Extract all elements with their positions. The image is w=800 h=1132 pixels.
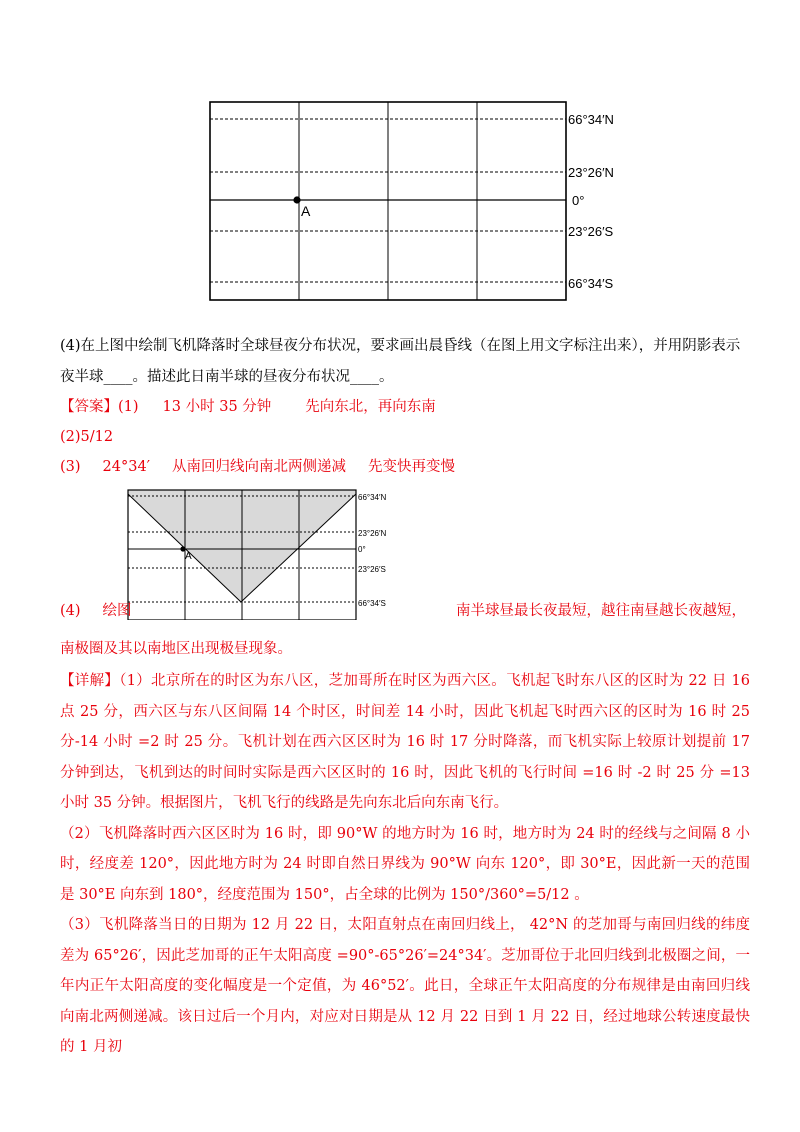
lat-label: 66°34′N	[358, 493, 387, 502]
explanation-tag: 【详解】	[60, 673, 120, 689]
explanation-para-1	[60, 666, 750, 819]
answer-line-4b: 南极圈及其以南地区出现极昼现象。	[60, 641, 292, 657]
explanation-para-2: （2）飞机降落时西六区区时为 16 时，即 90°W 的地方时为 16 时，地方时为 24 时的经线与之间隔 8 小时，经度差 120°，因此地方时为 24 时即自然日界线为 90°W 向东 120°，即 30°E，因此新一天的范围是 30°E 向东到 180°，经度范围为 150°，占全球的比例为 150°/360°=5/12 。	[60, 825, 750, 903]
answer-1-part2: 先向东北，再向东南	[305, 399, 436, 415]
lat-label: 23°26′N	[568, 165, 614, 180]
lat-label: 0°	[572, 193, 585, 208]
explanation-para-3: （3）飞机降落当日的日期为 12 月 22 日，太阳直射点在南回归线上， 42°N 的芝加哥与南回归线的纬度差为 65°26′，因此芝加哥的正午太阳高度 =90°-65°26′=24°34′。芝加哥位于北回归线到北极圈之间，一年内正午太阳高度的变化幅度是一个定值，为 46°52′。此日，全球正午太阳高度的分布规律是由南回归线向南北两侧递减。该日过后一个月内，对应对日期是从 12 月 22 日到 1 月 22 日，经过地球公转速度最快的 1 月初	[60, 917, 750, 1055]
lat-label: 23°26′N	[358, 529, 387, 538]
point-a-label: A	[301, 203, 311, 219]
explanation-p1-text: （1）北京所在的时区为东八区，芝加哥所在时区为西六区。飞机起飞时东八区的区时为 22 日 16 点 25 分，西六区与东八区间隔 14 个时区，时间差 14 小时，因此飞机起飞时西六区的区时为 16 时 25 分-14 小时 =2 时 25 分。飞机计划在西六区区时为 16 时 17 分时降落，而飞机实际上较原计划提前 17 分钟到达，飞机到达的时间时实际是西六区区时的 16 时，因此飞机的飞行时间 =16 时 -2 时 25 分 =13 小时 35 分钟。根据图片，飞机飞行的线路是先向东北后向东南飞行。	[60, 673, 751, 811]
point-a-marker	[293, 196, 300, 203]
answer-line-3	[60, 458, 455, 476]
answer-4-part1: 绘图	[102, 603, 132, 619]
answer-3-part2: 从南回归线向南北两侧递减	[172, 459, 346, 475]
lat-label: 23°26′S	[568, 224, 614, 239]
answer-3-part1: 24°34′	[102, 459, 150, 475]
answer-drawing-figure	[120, 480, 440, 620]
latitude-grid-figure	[200, 92, 640, 312]
answer-3-part3: 先变快再变慢	[368, 459, 455, 475]
lat-label: 66°34′N	[568, 112, 614, 127]
lat-label: 66°34′S	[568, 276, 614, 291]
lat-label: 23°26′S	[358, 565, 386, 574]
answer-tag: 【答案】	[60, 399, 118, 415]
explanation-section	[60, 666, 750, 1063]
answer-4-description: 南半球昼最长夜最短，越往南昼越长夜越短，	[456, 603, 746, 619]
answer-1-part1: 13 小时 35 分钟	[162, 399, 272, 415]
answer-1-num: (1)	[118, 399, 139, 415]
lat-label: 0°	[358, 545, 366, 554]
answer-line-4	[60, 602, 132, 620]
answer-4-num: (4)	[60, 603, 81, 619]
lat-label: 66°34′S	[358, 599, 386, 608]
answer-line-1	[60, 398, 436, 416]
question-4-line2: 夜半球____。描述此日南半球的昼夜分布状况____。	[60, 369, 394, 385]
answer-3-num: (3)	[60, 459, 81, 475]
answer-line-2: (2)5/12	[60, 429, 114, 445]
point-a-label: A	[185, 551, 192, 562]
question-4-line1: (4)在上图中绘制飞机降落时全球昼夜分布状况，要求画出晨昏线（在图上用文字标注出来），并用阴影表示	[60, 338, 741, 354]
